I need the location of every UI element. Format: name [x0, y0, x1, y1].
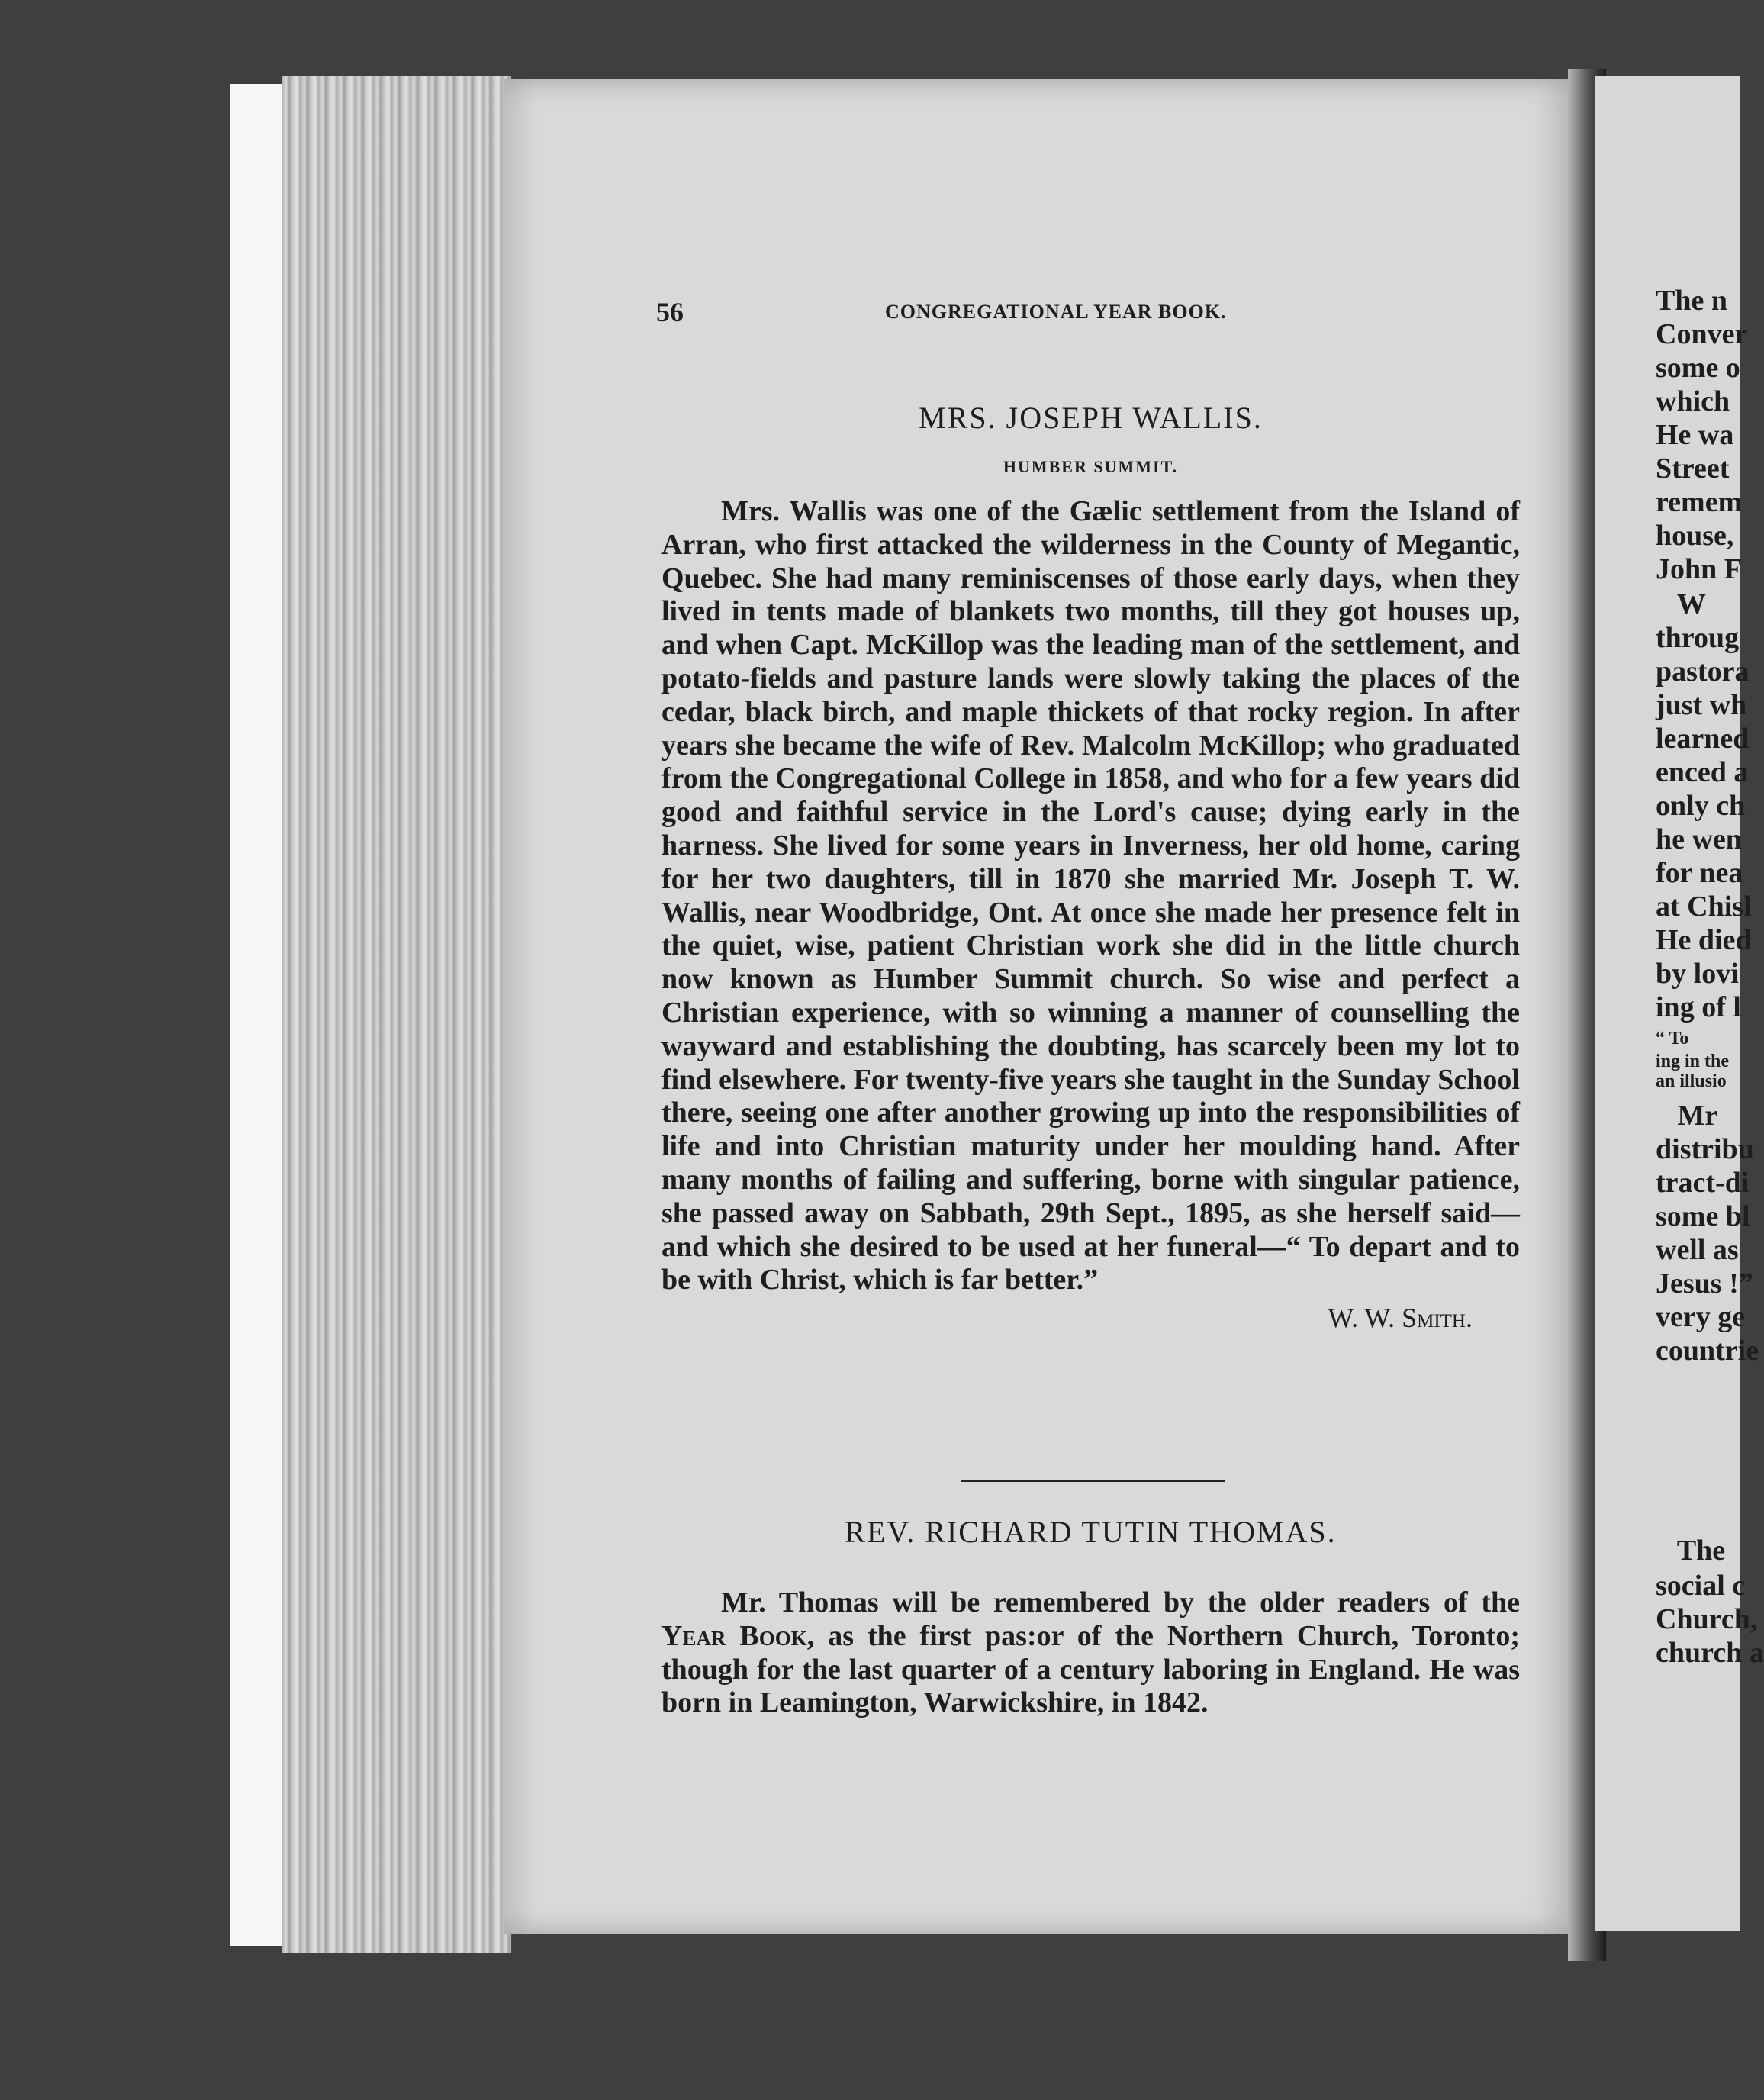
article-title: MRS. JOSEPH WALLIS.	[919, 401, 1263, 435]
right-page-line: for nea	[1656, 857, 1743, 889]
obituary-wallis	[662, 400, 1520, 1334]
running-head: CONGREGATIONAL YEAR BOOK.	[885, 301, 1227, 323]
obituary-thomas	[662, 1514, 1520, 1720]
article-body	[662, 1586, 1520, 1720]
right-page-line: very ge	[1656, 1301, 1746, 1333]
right-page-line: He died	[1656, 924, 1752, 956]
right-page-line: some o	[1656, 352, 1740, 384]
right-page-line: at Chisl	[1656, 891, 1752, 923]
right-page-line: well as	[1656, 1234, 1739, 1266]
article-subtitle: HUMBER SUMMIT.	[1003, 457, 1179, 476]
right-page-line: by lovi	[1656, 958, 1739, 990]
right-page-line: ing of l	[1656, 991, 1741, 1023]
right-page-line: tract-di	[1656, 1167, 1750, 1199]
right-page-line: Jesus !”	[1656, 1267, 1753, 1300]
right-page-line: W	[1656, 588, 1706, 620]
right-page-line: remem	[1656, 486, 1743, 518]
article-title: REV. RICHARD TUTIN THOMAS.	[845, 1515, 1337, 1549]
right-page-line: Conver	[1656, 318, 1748, 350]
right-page-line: learned	[1656, 723, 1750, 755]
right-page-line: The	[1656, 1535, 1726, 1567]
right-page-line: Mr	[1656, 1100, 1718, 1132]
right-page-line: house,	[1656, 520, 1734, 552]
page-number: 56	[656, 297, 684, 327]
right-page-line: he wen	[1656, 823, 1742, 855]
right-page-line: throug	[1656, 622, 1740, 654]
right-page-line: Church,	[1656, 1603, 1758, 1635]
right-page-line: social c	[1656, 1570, 1746, 1602]
right-page-line: Street	[1656, 453, 1730, 485]
left-page	[504, 79, 1579, 1934]
right-page-fragment	[1595, 76, 1764, 1931]
right-page-line: pastora	[1656, 655, 1750, 688]
scan-margin	[230, 84, 282, 1946]
right-page-line: countrie	[1656, 1335, 1759, 1367]
right-page-line: The n	[1656, 285, 1727, 317]
article-signature: W. W. Smith.	[1328, 1303, 1473, 1334]
page-header	[656, 296, 1419, 334]
right-page-line: just wh	[1656, 689, 1747, 721]
right-page-line: John F	[1656, 553, 1742, 585]
right-page-line: which	[1656, 385, 1730, 417]
right-page-line: an illusio	[1656, 1071, 1727, 1091]
right-page-line: He wa	[1656, 419, 1734, 451]
right-page-line: enced a	[1656, 756, 1749, 788]
body-text-end: as the first pas:or of the Northern Church, Toronto; though for the last quarter of a century laboring in England. He was born in Leamington, Warwickshire, in 1842.	[662, 1619, 1520, 1719]
section-divider	[961, 1480, 1225, 1482]
right-page-line: distribu	[1656, 1133, 1754, 1165]
article-body: Mrs. Wallis was one of the Gælic settlement from the Island of Arran, who first attacked the wilderness in the County of Megantic, Quebec. She had many reminiscenses of those early days, when they lived in tents made of blankets two months, till they got houses up, and when Capt. McKillop was the leading man of the settlement, and potato-fields and pasture lands were slowly taking the places of the cedar, black birch, and maple thickets of that rocky region. In after years she became the wife of Rev. Malcolm McKillop; who graduated from the Congregational College in 1858, and who for a few years did good and faithful service in the Lord's cause; dying early in the harness. She lived for some years in Inverness, her old home, caring for her two daughters, till in 1870 she married Mr. Joseph T. W. Wallis, near Woodbridge, Ont. At once she made her presence felt in the quiet, wise, patient Christian work she did in the little church now known as Humber Summit church. So wise and perfect a Christian experience, with so winning a manner of counselling the wayward and establishing the doubting, has scarcely been my lot to find elsewhere. For twenty-five years she taught in the Sunday School there, seeing one after another growing up into the responsibilities of life and into Christian maturity under her moulding hand. After many months of failing and suffering, borne with singular patience, she passed away on Sabbath, 29th Sept., 1895, as she herself said—and which she desired to be used at her funeral—“ To depart and to be with Christ, which is far better.”	[662, 495, 1520, 1296]
right-page-line: church a	[1656, 1637, 1764, 1669]
year-book-smallcaps: Year Book,	[662, 1619, 815, 1652]
right-page-line: “ To	[1656, 1029, 1689, 1048]
book-page-edges	[282, 76, 511, 1953]
right-page-line: ing in the	[1656, 1052, 1730, 1071]
right-page-line: only ch	[1656, 790, 1746, 822]
body-text-start: Mr. Thomas will be remembered by the older readers of the	[721, 1586, 1520, 1618]
right-page-line: some bl	[1656, 1200, 1750, 1232]
